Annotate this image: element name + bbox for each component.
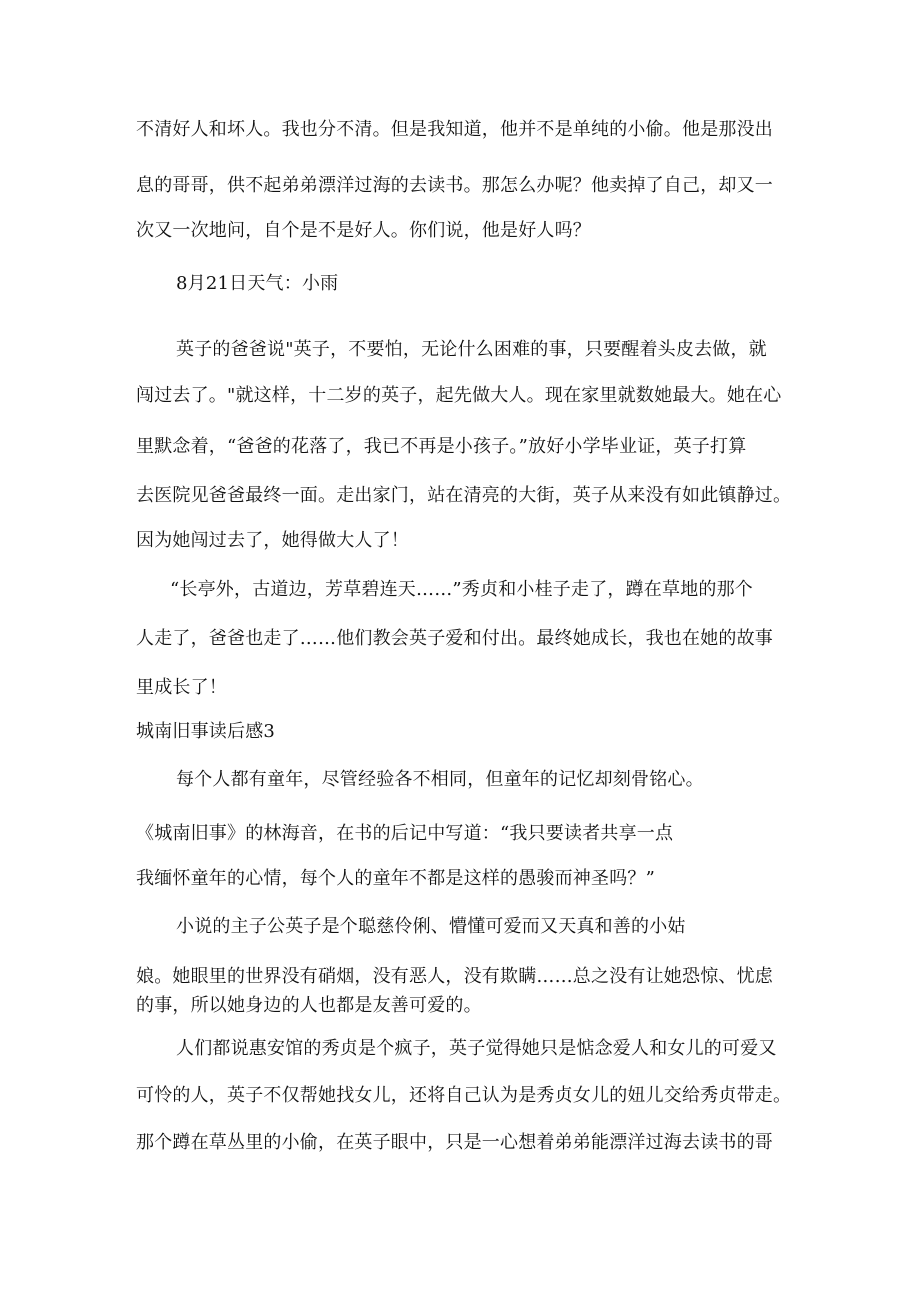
text-line: 的事，所以她身边的人也都是友善可爱的。 — [136, 995, 482, 1016]
text-line: 那个蹲在草丛里的小偷，在英子眼中，只是一心想着弟弟能漂洋过海去读书的哥 — [136, 1132, 773, 1153]
text-line: 里默念着，“爸爸的花落了，我已不再是小孩子。”放好小学毕业证，英子打算 — [136, 436, 747, 457]
text-line: 娘。她眼里的世界没有硝烟，没有恶人，没有欺瞒……总之没有让她恐惊、忧虑 — [136, 966, 773, 987]
text-line: 次又一次地问，自个是不是好人。你们说，他是好人吗？ — [136, 220, 591, 241]
text-line: 《城南旧事》的林海音，在书的后记中写道：“我只要读者共享一点 — [136, 823, 674, 844]
section-title: 城南旧事读后感3 — [136, 721, 276, 742]
text-line: 人们都说惠安馆的秀贞是个疯子，英子觉得她只是惦念爱人和女儿的可爱又 — [176, 1038, 777, 1059]
text-line: 去医院见爸爸最终一面。走出家门，站在清亮的大街，英子从来没有如此镇静过。 — [136, 485, 792, 506]
text-line: 闯过去了。"就这样，十二岁的英子，起先做大人。现在家里就数她最大。她在心 — [136, 385, 782, 406]
text-line: 不清好人和坏人。我也分不清。但是我知道，他并不是单纯的小偷。他是那没出 — [136, 119, 773, 140]
text-line: 可怜的人，英子不仅帮她找女儿，还将自己认为是秀贞女儿的妞儿交给秀贞带走。 — [136, 1085, 792, 1106]
text-line: 息的哥哥，供不起弟弟漂洋过海的去读书。那怎么办呢？他卖掉了自己，却又一 — [136, 175, 773, 196]
text-line: 每个人都有童年，尽管经验各不相同，但童年的记忆却刻骨铭心。 — [176, 769, 704, 790]
diary-heading: 8月21日天气：小雨 — [176, 273, 339, 294]
text-line: 我缅怀童年的心情，每个人的童年不都是这样的愚骏而神圣吗？” — [136, 868, 655, 889]
text-line: 人走了，爸爸也走了……他们教会英子爱和付出。最终她成长，我也在她的故事 — [136, 628, 773, 649]
text-line: 英子的爸爸说"英子，不要怕，无论什么困难的事，只要醒着头皮去做，就 — [176, 339, 767, 360]
text-line: 小说的主子公英子是个聪慈伶俐、懵懂可爱而又天真和善的小姑 — [176, 916, 686, 937]
text-line: 因为她闯过去了，她得做大人了！ — [136, 530, 409, 551]
text-line: “长亭外，古道边，芳草碧连天……”秀贞和小桂子走了，蹲在草地的那个 — [170, 579, 754, 600]
text-line: 里成长了！ — [136, 677, 227, 698]
